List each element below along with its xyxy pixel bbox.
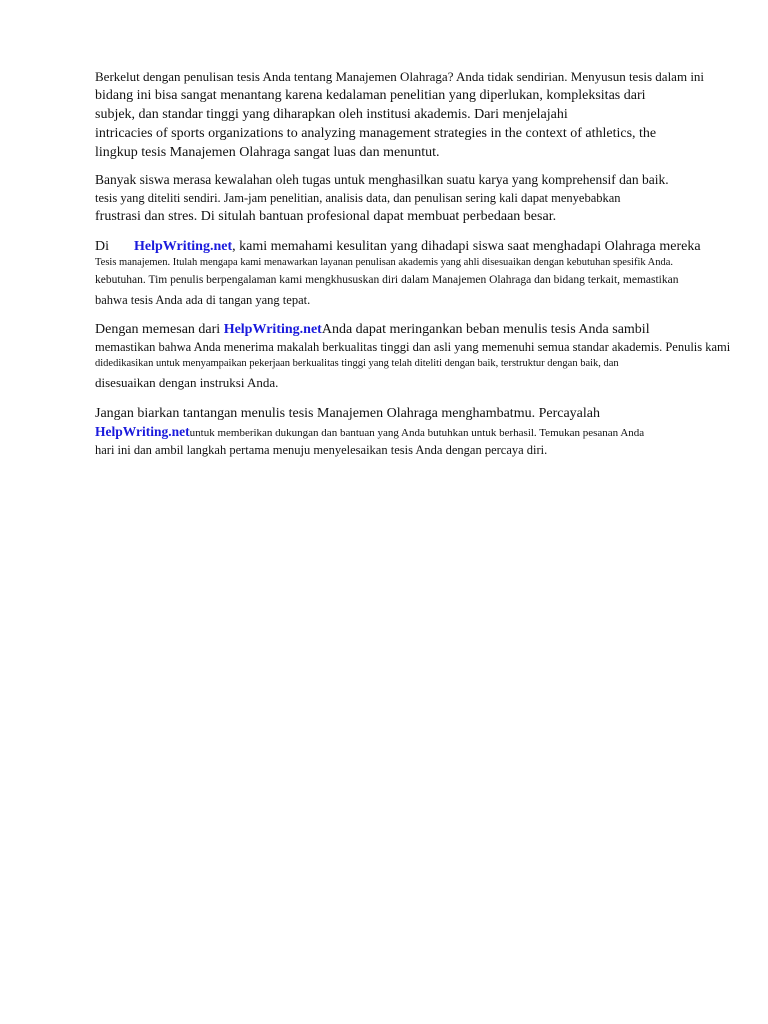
text-line: Jangan biarkan tantangan menulis tesis Manajemen Olahraga menghambatmu. Percayalah — [95, 406, 600, 421]
text-line: hari ini dan ambil langkah pertama menuju menyelesaikan tesis Anda dengan percaya diri. — [95, 443, 548, 457]
text-line: Tesis manajemen. Itulah mengapa kami menawarkan layanan penulisan akademis yang ahli disesuaikan dengan kebutuhan spesifik Anda. — [95, 257, 674, 268]
text-line — [95, 237, 701, 256]
text-fragment: Anda dapat meringankan beban menulis tesis Anda sambil — [321, 322, 650, 337]
text-line — [95, 320, 730, 339]
text-line: subjek, dan standar tinggi yang diharapkan oleh institusi akademis. Dari menjelajahi — [95, 107, 568, 122]
text-fragment: , kami memahami kesulitan yang dihadapi siswa saat menghadapi Olahraga mereka — [232, 239, 701, 254]
helpwriting-link[interactable]: HelpWriting.net — [95, 424, 190, 439]
text-line: Berkelut dengan penulisan tesis Anda tentang Manajemen Olahraga? Anda tidak sendirian. Menyusun tesis dalam ini — [95, 69, 705, 84]
text-fragment: Dengan memesan dari — [95, 322, 224, 337]
text-line: bidang ini bisa sangat menantang karena kedalaman penelitian yang diperlukan, kompleksitas dari — [95, 88, 646, 103]
text-line — [95, 423, 644, 442]
text-line: Banyak siswa merasa kewalahan oleh tugas untuk menghasilkan suatu karya yang komprehensif dan baik. — [95, 172, 669, 187]
text-line: lingkup tesis Manajemen Olahraga sangat luas dan menuntut. — [95, 145, 440, 160]
text-line: memastikan bahwa Anda menerima makalah berkualitas tinggi dan asli yang memenuhi semua standar akademis. Penulis kami — [95, 340, 731, 354]
helpwriting-link[interactable]: HelpWriting.net — [134, 239, 233, 254]
text-line: intricacies of sports organizations to analyzing management strategies in the context of athletics, the — [95, 126, 657, 141]
text-fragment: untuk memberikan dukungan dan bantuan yang Anda butuhkan untuk berhasil. Temukan pesanan Anda — [189, 427, 645, 439]
text-line: tesis yang diteliti sendiri. Jam-jam penelitian, analisis data, dan penulisan sering kali dapat menyebabkan — [95, 191, 621, 205]
text-line: frustrasi dan stres. Di situlah bantuan profesional dapat membuat perbedaan besar. — [95, 209, 557, 224]
text-line: didedikasikan untuk menyampaikan pekerjaan berkualitas tinggi yang telah diteliti dengan baik, terstruktur dengan baik, dan — [95, 358, 619, 369]
text-line: bahwa tesis Anda ada di tangan yang tepat. — [95, 293, 311, 307]
paragraph-closing — [95, 404, 644, 459]
paragraph-struggle — [95, 170, 669, 226]
text-line: kebutuhan. Tim penulis berpengalaman kami mengkhususkan diri dalam Manajemen Olahraga dan bidang terkait, memastikan — [95, 274, 679, 286]
paragraph-ordering — [95, 320, 730, 394]
text-fragment: Di — [95, 239, 109, 254]
text-line: disesuaikan dengan instruksi Anda. — [95, 375, 279, 390]
helpwriting-link[interactable]: HelpWriting.net — [223, 322, 322, 337]
paragraph-intro — [95, 68, 704, 162]
paragraph-service — [95, 237, 701, 309]
